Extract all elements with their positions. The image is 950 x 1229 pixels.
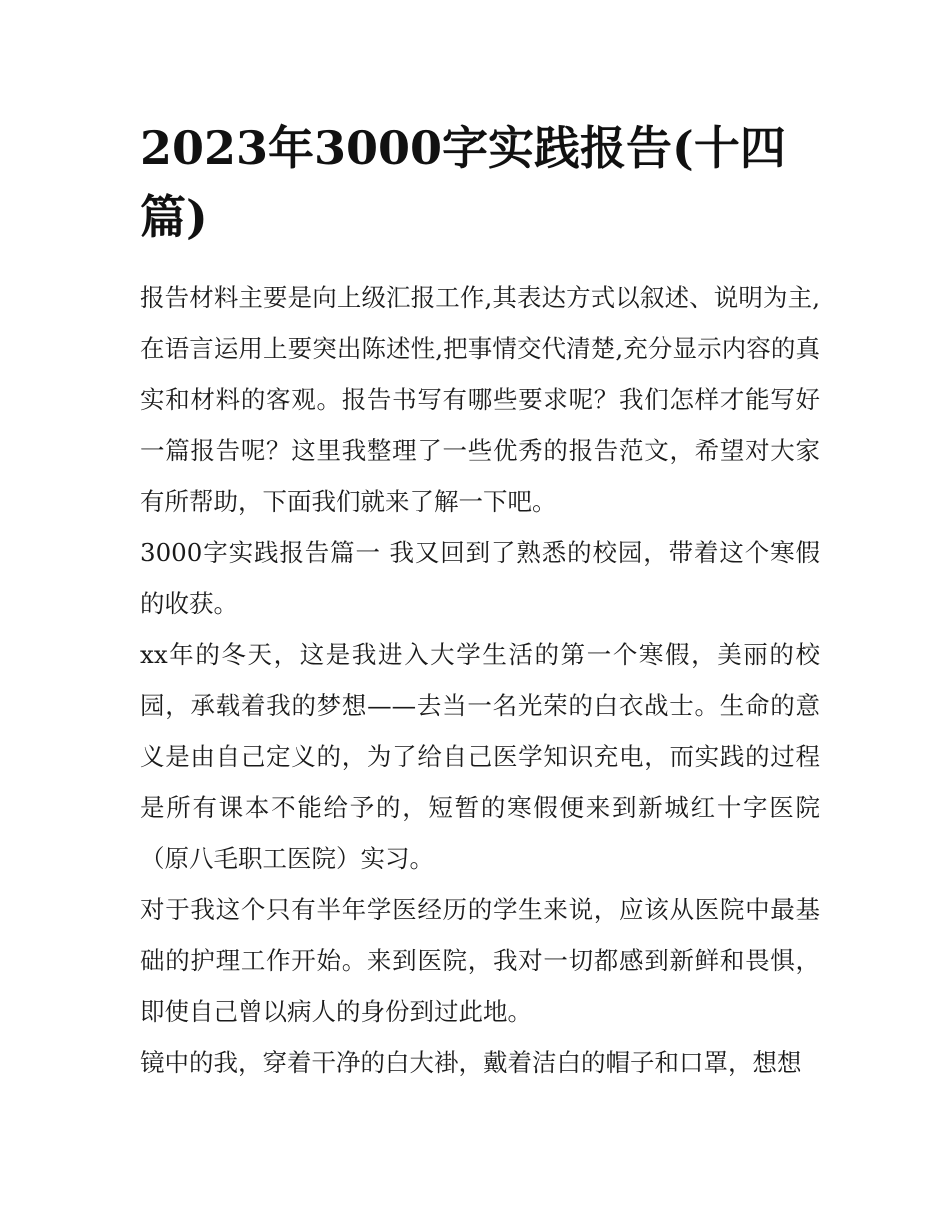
intro-paragraph: 报告材料主要是向上级汇报工作,其表达方式以叙述、说明为主,在语言运用上要突出陈述性,把事情交代清楚,充分显示内容的真实和材料的客观。报告书写有哪些要求呢？我们怎样才能写好一篇报告呢？这里我整理了一些优秀的报告范文，希望对大家有所帮助，下面我们就来了解一下吧。 — [140, 283, 820, 516]
body-paragraph: 对于我这个只有半年学医经历的学生来说，应该从医院中最基础的护理工作开始。来到医院，我对一切都感到新鲜和畏惧，即使自己曾以病人的身份到过此地。 — [140, 895, 820, 1026]
section-heading-paragraph: 3000字实践报告篇一 我又回到了熟悉的校园，带着这个寒假的收获。 — [140, 538, 820, 618]
body-paragraph: xx年的冬天，这是我进入大学生活的第一个寒假，美丽的校园，承载着我的梦想——去当一名光荣的白衣战士。生命的意义是由自己定义的，为了给自己医学知识充电，而实践的过程是所有课本不能给予的，短暂的寒假便来到新城红十字医院（原八毛职工医院）实习。 — [140, 640, 820, 873]
document-body — [140, 114, 820, 1088]
document-title: 2023年3000字实践报告(十四篇) — [140, 121, 786, 244]
body-paragraph: 镜中的我，穿着干净的白大褂，戴着洁白的帽子和口罩，想想 — [140, 1048, 802, 1077]
